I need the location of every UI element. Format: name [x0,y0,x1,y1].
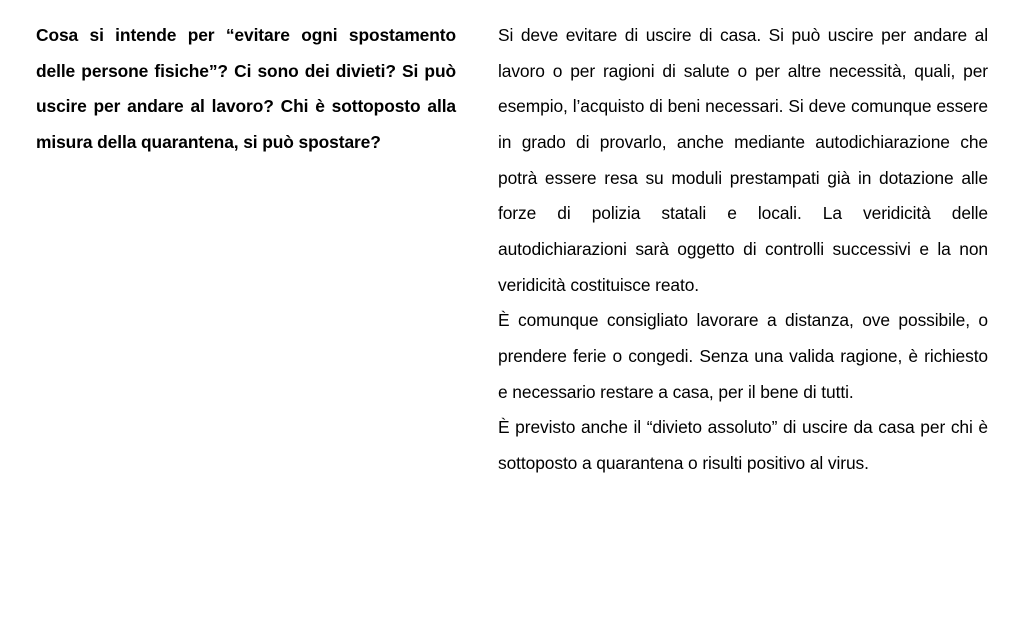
answer-paragraph-2: È comunque consigliato lavorare a distanza, ove possibile, o prendere ferie o congedi. Senza una valida ragione, è richiesto e necessario restare a casa, per il bene di tutti. [498,310,988,402]
question-text: Cosa si intende per “evitare ogni spostamento delle persone fisiche”? Ci sono dei divieti? Si può uscire per andare al lavoro? Chi è sottoposto alla misura della quarantena, si può spostare? [36,25,456,153]
answer-paragraph-1: Si deve evitare di uscire di casa. Si può uscire per andare al lavoro o per ragioni di salute o per altre necessità, quali, per esempio, l’acquisto di beni necessari. Si deve comunque essere in grado di provarlo, anche mediante autodichiarazione che potrà essere resa su moduli prestampati già in dotazione alle forze di polizia statali e locali. La veridicità delle autodichiarazioni sarà oggetto di controlli successivi e la non veridicità costituisce reato. [498,25,988,295]
answer-paragraph-3: È previsto anche il “divieto assoluto” di uscire da casa per chi è sottoposto a quarantena o risulti positivo al virus. [498,417,988,474]
answer-column [470,18,1024,482]
question-column [0,18,470,161]
